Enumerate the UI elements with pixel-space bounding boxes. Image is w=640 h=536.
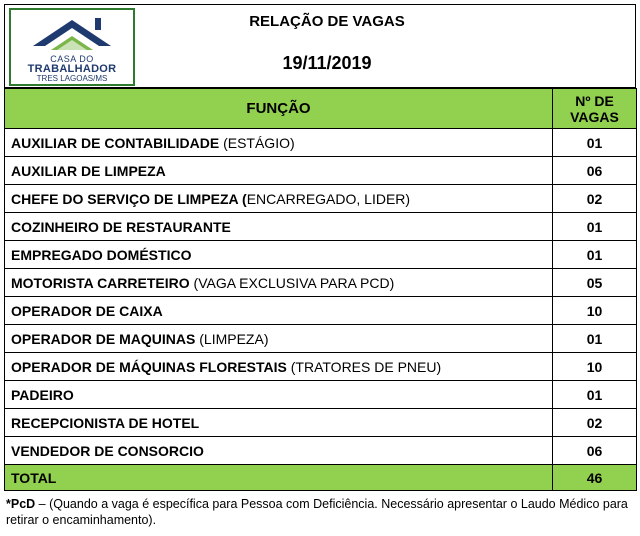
header xyxy=(4,4,636,88)
job-detail: (ESTÁGIO) xyxy=(219,134,295,151)
table-row xyxy=(5,381,637,409)
table-row xyxy=(5,409,637,437)
vacancy-table xyxy=(4,88,637,491)
job-detail: (VAGA EXCLUSIVA PARA PCD) xyxy=(189,274,395,291)
footnote-text: – (Quando a vaga é específica para Pessoa com Deficiência. Necessário apresentar o Laudo Médico para retirar o encaminhamento). xyxy=(6,497,628,527)
job-title: MOTORISTA CARRETEIRO xyxy=(11,274,190,291)
table-row xyxy=(5,213,637,241)
job-function xyxy=(5,213,553,241)
job-qty: 01 xyxy=(553,241,637,269)
column-header-qty-line2: VAGAS xyxy=(570,108,619,125)
job-function xyxy=(5,185,553,213)
job-function xyxy=(5,381,553,409)
job-qty: 02 xyxy=(553,409,637,437)
job-detail: ENCARREGADO, LIDER) xyxy=(246,190,411,207)
job-function xyxy=(5,297,553,325)
job-list-sheet xyxy=(4,4,636,486)
job-qty: 01 xyxy=(553,213,637,241)
table-row xyxy=(5,325,637,353)
job-function xyxy=(5,353,553,381)
table-row xyxy=(5,269,637,297)
job-title: EMPREGADO DOMÉSTICO xyxy=(11,246,192,263)
job-qty: 01 xyxy=(553,381,637,409)
job-qty: 10 xyxy=(553,353,637,381)
job-detail: (TRATORES DE PNEU) xyxy=(286,358,442,375)
logo-line3: TRES LAGOAS/MS xyxy=(36,74,108,83)
job-function xyxy=(5,437,553,465)
job-qty: 06 xyxy=(553,437,637,465)
job-function xyxy=(5,129,553,157)
job-function xyxy=(5,269,553,297)
footnote xyxy=(6,496,634,528)
job-function xyxy=(5,409,553,437)
job-title: OPERADOR DE MÁQUINAS FLORESTAIS xyxy=(11,358,287,375)
table-header-row xyxy=(5,89,637,129)
job-title: RECEPCIONISTA DE HOTEL xyxy=(11,414,200,431)
job-qty: 02 xyxy=(553,185,637,213)
table-row xyxy=(5,297,637,325)
table-row xyxy=(5,129,637,157)
column-header-function: FUNÇÃO xyxy=(5,89,553,129)
job-qty: 01 xyxy=(553,129,637,157)
job-title: OPERADOR DE MAQUINAS xyxy=(11,330,196,347)
table-row xyxy=(5,241,637,269)
table-row xyxy=(5,157,637,185)
job-title: OPERADOR DE CAIXA xyxy=(11,302,163,319)
job-title: PADEIRO xyxy=(11,386,74,403)
job-title: AUXILIAR DE CONTABILIDADE xyxy=(11,134,220,151)
job-qty: 05 xyxy=(553,269,637,297)
job-title: CHEFE DO SERVIÇO DE LIMPEZA ( xyxy=(11,190,247,207)
table-body xyxy=(5,129,637,465)
job-qty: 06 xyxy=(553,157,637,185)
job-detail: (LIMPEZA) xyxy=(195,330,269,347)
footnote-marker: *PcD xyxy=(6,497,36,511)
job-function xyxy=(5,157,553,185)
job-title: VENDEDOR DE CONSORCIO xyxy=(11,442,204,459)
column-header-qty-line1: Nº DE xyxy=(575,92,614,109)
job-qty: 10 xyxy=(553,297,637,325)
total-label: TOTAL xyxy=(5,465,553,491)
logo-line1: CASA DO xyxy=(50,54,94,64)
table-row xyxy=(5,437,637,465)
logo xyxy=(9,8,135,86)
total-value: 46 xyxy=(553,465,637,491)
job-title: COZINHEIRO DE RESTAURANTE xyxy=(11,218,231,235)
logo-line2: TRABALHADOR xyxy=(27,63,117,75)
column-header-qty xyxy=(553,89,637,129)
table-row xyxy=(5,185,637,213)
house-logo-icon xyxy=(11,10,133,54)
total-row xyxy=(5,465,637,491)
job-title: AUXILIAR DE LIMPEZA xyxy=(11,162,166,179)
job-function xyxy=(5,241,553,269)
page-date: 19/11/2019 xyxy=(282,53,372,73)
job-function xyxy=(5,325,553,353)
table-row xyxy=(5,353,637,381)
page-title: RELAÇÃO DE VAGAS xyxy=(249,13,405,30)
job-qty: 01 xyxy=(553,325,637,353)
